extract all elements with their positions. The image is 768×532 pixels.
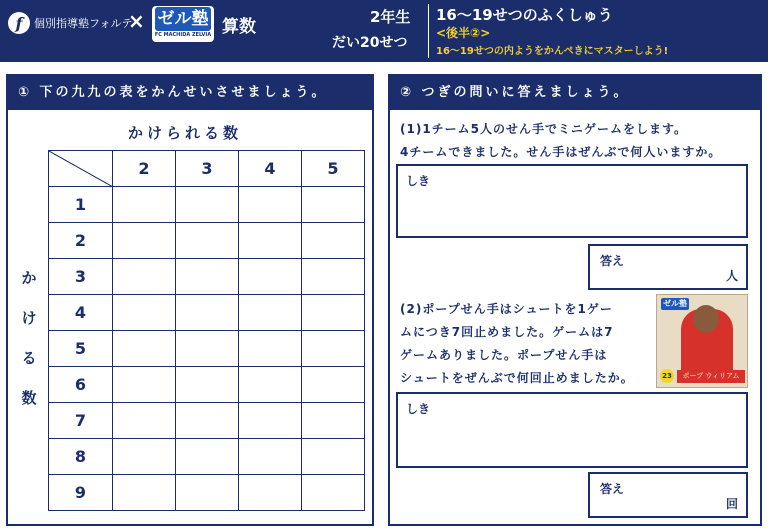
question-line: シュートをぜんぶで何回止めましたか。 — [400, 371, 634, 385]
answer-cell[interactable] — [239, 403, 302, 439]
answer-cell[interactable] — [176, 403, 239, 439]
q2-work-box[interactable] — [396, 392, 748, 468]
answer-cell[interactable] — [239, 331, 302, 367]
answer-cell[interactable] — [176, 223, 239, 259]
answer-unit: 回 — [725, 497, 738, 511]
answer-cell[interactable] — [302, 331, 365, 367]
answer-cell[interactable] — [113, 259, 176, 295]
answer-cell[interactable] — [176, 259, 239, 295]
row-header: 2 — [49, 223, 113, 259]
answer-cell[interactable] — [113, 295, 176, 331]
answer-cell[interactable] — [176, 439, 239, 475]
right-panel-heading: ② つぎの問いに答えましょう。 — [390, 76, 760, 110]
answer-cell[interactable] — [302, 403, 365, 439]
table-row — [49, 403, 365, 439]
table-header-row — [49, 151, 365, 187]
table-row — [49, 259, 365, 295]
player-card — [656, 294, 748, 388]
header-divider — [428, 4, 429, 58]
answer-label: 答え — [600, 254, 625, 268]
row-header: 1 — [49, 187, 113, 223]
answer-cell[interactable] — [302, 439, 365, 475]
zeru-logo-text: ゼル塾 — [155, 7, 211, 31]
work-label: しき — [406, 174, 431, 188]
answer-cell[interactable] — [239, 439, 302, 475]
lesson-number: だい20せつ — [332, 35, 408, 51]
answer-cell[interactable] — [113, 475, 176, 511]
lesson-goal: 16～19せつの内ようをかんぺきにマスターしよう! — [436, 46, 669, 57]
table-row — [49, 367, 365, 403]
column-header: 4 — [239, 151, 302, 187]
answer-cell[interactable] — [176, 295, 239, 331]
question-line: (2)ポープせん手はシュートを1ゲー — [400, 302, 613, 316]
answer-cell[interactable] — [302, 475, 365, 511]
player-name: ポープ ウィリアム — [677, 370, 745, 383]
answer-cell[interactable] — [176, 367, 239, 403]
answer-cell[interactable] — [239, 223, 302, 259]
answer-cell[interactable] — [176, 475, 239, 511]
column-header: 5 — [302, 151, 365, 187]
answer-cell[interactable] — [302, 223, 365, 259]
question-line: 4チームできました。せん手はぜんぶで何人いますか。 — [400, 145, 722, 159]
column-header: 3 — [176, 151, 239, 187]
player-card-logo: ゼル塾 — [663, 299, 687, 308]
answer-cell[interactable] — [113, 331, 176, 367]
column-header: 2 — [113, 151, 176, 187]
row-header: 9 — [49, 475, 113, 511]
q1-answer-box[interactable] — [588, 244, 748, 290]
answer-label: 答え — [600, 482, 625, 496]
answer-cell[interactable] — [113, 439, 176, 475]
multiplication-table — [48, 150, 365, 511]
question-line: (1)1チーム5人のせん手でミニゲームをします。 — [400, 122, 688, 136]
answer-cell[interactable] — [113, 187, 176, 223]
answer-unit: 人 — [725, 269, 738, 283]
answer-cell[interactable] — [302, 259, 365, 295]
answer-cell[interactable] — [239, 187, 302, 223]
answer-cell[interactable] — [239, 367, 302, 403]
answer-cell[interactable] — [176, 187, 239, 223]
table-row — [49, 439, 365, 475]
player-head-icon — [693, 305, 719, 333]
answer-cell[interactable] — [302, 367, 365, 403]
row-axis-char: 数 — [21, 389, 37, 407]
table-row — [49, 223, 365, 259]
table-row — [49, 187, 365, 223]
table-row — [49, 295, 365, 331]
table-row — [49, 475, 365, 511]
diagonal-line-icon — [49, 151, 113, 187]
collab-mark: × — [128, 9, 145, 33]
q2-answer-box[interactable] — [588, 472, 748, 518]
header — [0, 0, 768, 62]
q1-work-box[interactable] — [396, 164, 748, 238]
answer-cell[interactable] — [113, 403, 176, 439]
table-title: かけられる数 — [128, 124, 243, 142]
question-line: ムにつき7回止めました。ゲームは7 — [400, 325, 614, 339]
answer-cell[interactable] — [302, 295, 365, 331]
question-2-text — [400, 298, 634, 390]
word-problems-panel — [388, 74, 762, 526]
corner-cell — [49, 151, 113, 187]
table-row — [49, 331, 365, 367]
lesson-title: 16～19せつのふくしゅう — [436, 6, 613, 24]
row-header: 8 — [49, 439, 113, 475]
answer-cell[interactable] — [239, 295, 302, 331]
grade-label: 2年生 — [370, 8, 411, 26]
question-1-text — [400, 118, 721, 164]
zeru-juku-logo — [152, 6, 214, 42]
row-header: 7 — [49, 403, 113, 439]
row-header: 5 — [49, 331, 113, 367]
subject-title: 算数 — [222, 17, 256, 37]
player-number: 23 — [660, 369, 674, 383]
work-label: しき — [406, 402, 431, 416]
multiplication-table-panel — [6, 74, 374, 526]
left-panel-heading: ① 下の九九の表をかんせいさせましょう。 — [8, 76, 372, 110]
fortea-logo-icon: f — [8, 12, 30, 34]
answer-cell[interactable] — [113, 367, 176, 403]
answer-cell[interactable] — [239, 259, 302, 295]
zeru-logo-sub: FC MACHIDA ZELVIA — [154, 32, 212, 38]
answer-cell[interactable] — [302, 187, 365, 223]
row-axis-char: け — [21, 309, 37, 327]
lesson-part: <後半②> — [436, 26, 491, 40]
row-axis-char: る — [21, 349, 37, 367]
answer-cell[interactable] — [239, 475, 302, 511]
row-axis-char: か — [21, 269, 37, 287]
row-header: 3 — [49, 259, 113, 295]
row-axis-label — [18, 258, 40, 418]
question-line: ゲームありました。ポープせん手は — [400, 348, 608, 362]
brand-name: 個別指導塾フォルテ — [34, 17, 133, 30]
row-header: 4 — [49, 295, 113, 331]
answer-cell[interactable] — [113, 223, 176, 259]
row-header: 6 — [49, 367, 113, 403]
answer-cell[interactable] — [176, 331, 239, 367]
